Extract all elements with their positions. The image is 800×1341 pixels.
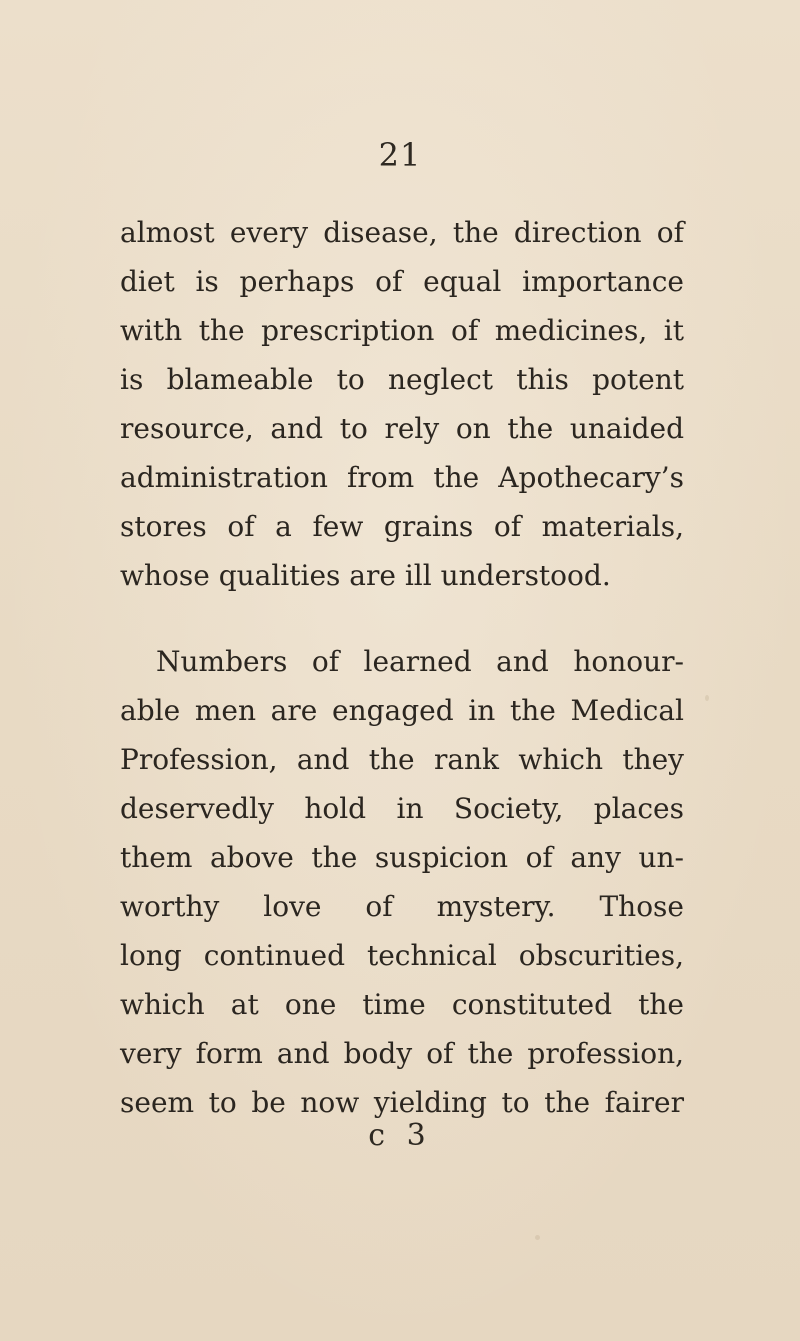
text-line: Numbers of learned and honour- xyxy=(156,645,684,678)
paper-spot xyxy=(705,695,709,701)
text-line: is blameable to neglect this potent xyxy=(120,363,684,396)
text-line: almost every disease, the direction of xyxy=(120,216,684,249)
text-line: stores of a few grains of materials, xyxy=(120,510,684,543)
text-line: resource, and to rely on the unaided xyxy=(120,412,684,445)
text-line: deservedly hold in Society, places xyxy=(120,792,684,825)
signature-mark: c 3 xyxy=(368,1118,432,1153)
page-number: 21 xyxy=(378,136,422,174)
text-line: administration from the Apothecary’s xyxy=(120,461,684,494)
paragraph-2 xyxy=(120,637,684,1127)
text-line: very form and body of the profession, xyxy=(120,1037,684,1070)
text-line: with the prescription of medicines, it xyxy=(120,314,684,347)
text-line: diet is perhaps of equal importance xyxy=(120,265,684,298)
paper-spot xyxy=(535,1235,540,1240)
text-line: them above the suspicion of any un- xyxy=(120,841,684,874)
text-line: whose qualities are ill understood. xyxy=(120,559,611,592)
text-line: which at one time constituted the xyxy=(120,988,684,1021)
paragraph-1 xyxy=(120,208,684,600)
text-line: Profession, and the rank which they xyxy=(120,743,684,776)
text-line: seem to be now yielding to the fairer xyxy=(120,1086,684,1119)
text-line: able men are engaged in the Medical xyxy=(120,694,684,727)
text-line: worthy love of mystery. Those xyxy=(120,890,684,923)
text-line: long continued technical obscurities, xyxy=(120,939,684,972)
